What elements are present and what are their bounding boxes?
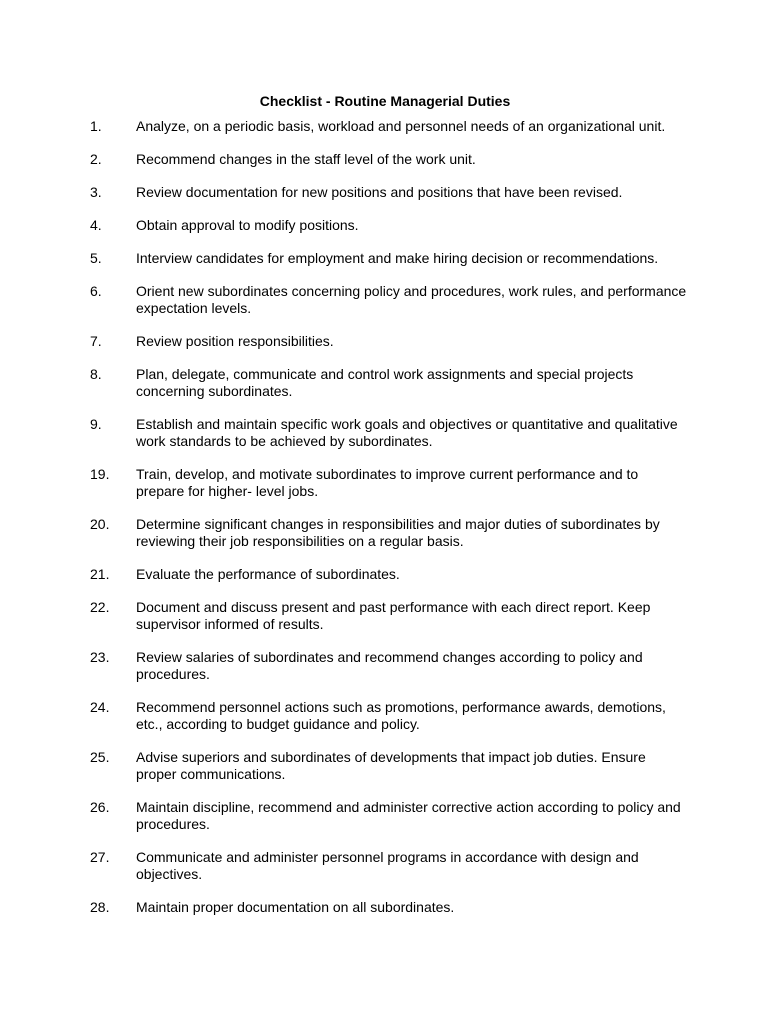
item-text: Review salaries of subordinates and recommend changes according to policy and procedures.	[136, 649, 643, 682]
list-item	[90, 366, 690, 400]
item-number: 7.	[90, 333, 102, 349]
list-item	[90, 899, 690, 916]
list-item	[90, 333, 690, 350]
item-text: Obtain approval to modify positions.	[136, 217, 359, 233]
item-text: Document and discuss present and past performance with each direct report. Keep supervisor informed of results.	[136, 599, 651, 632]
list-item	[90, 516, 690, 550]
item-text: Communicate and administer personnel programs in accordance with design and objectives.	[136, 849, 639, 882]
duties-list	[90, 118, 690, 932]
item-text: Recommend personnel actions such as promotions, performance awards, demotions, etc., according to budget guidance and policy.	[136, 699, 666, 732]
item-number: 19.	[90, 466, 110, 482]
list-item	[90, 699, 690, 733]
item-text: Plan, delegate, communicate and control work assignments and special projects concerning subordinates.	[136, 366, 634, 399]
list-item	[90, 599, 690, 633]
list-item	[90, 118, 690, 135]
item-text: Maintain discipline, recommend and administer corrective action according to policy and procedures.	[136, 799, 681, 832]
item-number: 24.	[90, 699, 110, 715]
item-text: Determine significant changes in responsibilities and major duties of subordinates by reviewing their job responsibilities on a regular basis.	[136, 516, 660, 549]
item-number: 1.	[90, 118, 102, 134]
item-number: 26.	[90, 799, 110, 815]
document-title: Checklist - Routine Managerial Duties	[259, 93, 511, 109]
item-text: Evaluate the performance of subordinates.	[136, 566, 400, 582]
item-text: Review documentation for new positions and positions that have been revised.	[136, 184, 623, 200]
list-item	[90, 466, 690, 500]
list-item	[90, 283, 690, 317]
list-item	[90, 649, 690, 683]
list-item	[90, 849, 690, 883]
item-number: 8.	[90, 366, 102, 382]
item-number: 21.	[90, 566, 110, 582]
list-item	[90, 749, 690, 783]
item-number: 22.	[90, 599, 110, 615]
list-item	[90, 416, 690, 450]
item-number: 6.	[90, 283, 102, 299]
item-number: 28.	[90, 899, 110, 915]
item-number: 5.	[90, 250, 102, 266]
list-item	[90, 250, 690, 267]
list-item	[90, 799, 690, 833]
item-text: Analyze, on a periodic basis, workload and personnel needs of an organizational unit.	[136, 118, 666, 134]
item-text: Review position responsibilities.	[136, 333, 334, 349]
list-item	[90, 217, 690, 234]
list-item	[90, 566, 690, 583]
item-text: Interview candidates for employment and make hiring decision or recommendations.	[136, 250, 659, 266]
item-text: Maintain proper documentation on all subordinates.	[136, 899, 455, 915]
item-text: Orient new subordinates concerning policy and procedures, work rules, and performance expectation levels.	[136, 283, 687, 316]
item-number: 4.	[90, 217, 102, 233]
item-text: Recommend changes in the staff level of the work unit.	[136, 151, 476, 167]
list-item	[90, 151, 690, 168]
item-number: 3.	[90, 184, 102, 200]
item-number: 9.	[90, 416, 102, 432]
item-number: 27.	[90, 849, 110, 865]
item-number: 20.	[90, 516, 110, 532]
list-item	[90, 184, 690, 201]
item-text: Establish and maintain specific work goals and objectives or quantitative and qualitative work standards to be achieved by subordinates.	[136, 416, 678, 449]
item-number: 23.	[90, 649, 110, 665]
item-number: 25.	[90, 749, 110, 765]
item-number: 2.	[90, 151, 102, 167]
item-text: Train, develop, and motivate subordinates to improve current performance and to prepare for higher- level jobs.	[136, 466, 639, 499]
item-text: Advise superiors and subordinates of developments that impact job duties. Ensure proper communications.	[136, 749, 646, 782]
